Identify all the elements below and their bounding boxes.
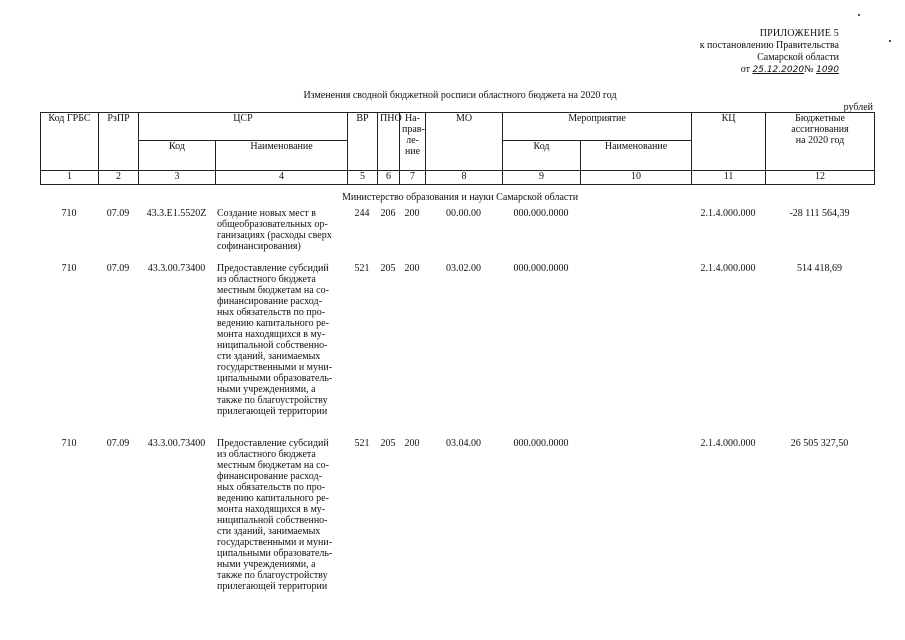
column-number: 8 (426, 171, 503, 185)
csr-name-line: Создание новых мест в (217, 208, 316, 219)
header-napr-line-4: ние (404, 146, 421, 157)
csr-name-line: местным бюджетам на со- (217, 460, 329, 471)
header-mer-kod: Код (503, 141, 581, 171)
header-mo: МО (426, 113, 503, 171)
header-napr-line-2: прав- (402, 124, 425, 135)
csr-name-line: сти зданий, занимаемых (217, 351, 321, 362)
csr-name-line: ных обязательств по про- (217, 482, 326, 493)
csr-name-cell (217, 208, 345, 252)
napravlenie-cell: 200 (404, 438, 420, 449)
csr-name-line: ципальными образователь- (217, 548, 333, 559)
csr-name-line: также по благоустройству (217, 395, 328, 406)
csr-name-line: Предоставление субсидий (217, 263, 329, 274)
handwritten-number: 1090 (816, 65, 839, 75)
kod-grbs-cell: 710 (61, 208, 77, 219)
header-meropriyatie: Мероприятие (503, 113, 692, 141)
column-number: 7 (400, 171, 426, 185)
meropriyatie-code-cell: 000.000.0000 (513, 263, 569, 274)
header-csr-kod: Код (139, 141, 216, 171)
units-label: рублей (843, 102, 873, 113)
vr-cell: 521 (354, 438, 370, 449)
csr-name-line: ниципальной собственно- (217, 515, 328, 526)
mo-cell: 00.00.00 (446, 208, 481, 219)
kc-cell: 2.1.4.000.000 (700, 438, 756, 449)
csr-name-line: ными учреждениями, а (217, 384, 316, 395)
header-budget-line-1: Бюджетные (795, 113, 845, 124)
pno-cell: 205 (380, 438, 396, 449)
napravlenie-cell: 200 (404, 208, 420, 219)
column-number: 1 (41, 171, 99, 185)
header-rzpr: РзПР (99, 113, 139, 171)
scan-dot (889, 40, 891, 42)
column-number: 5 (348, 171, 378, 185)
header-kc: КЦ (692, 113, 766, 171)
handwritten-date: 25.12.2020 (752, 65, 805, 75)
column-number: 11 (692, 171, 766, 185)
document-title: Изменения сводной бюджетной росписи областного бюджета на 2020 год (303, 90, 617, 101)
budget-amount-cell: -28 111 564,39 (789, 208, 850, 219)
header-kod-grbs: Код ГРБС (41, 113, 99, 171)
napravlenie-cell: 200 (404, 263, 420, 274)
csr-name-line: государственными и муни- (217, 362, 333, 373)
header-budget-line-3: на 2020 год (795, 135, 845, 146)
column-number: 2 (99, 171, 139, 185)
pno-cell: 206 (380, 208, 396, 219)
mo-cell: 03.04.00 (446, 438, 481, 449)
header-napr-line-3: ле- (406, 135, 419, 146)
csr-name-line: также по благоустройству (217, 570, 328, 581)
budget-amount-cell: 26 505 327,50 (790, 438, 849, 449)
header-budget (766, 113, 875, 171)
csr-name-line: сти зданий, занимаемых (217, 526, 321, 537)
column-number: 4 (216, 171, 348, 185)
csr-code-cell: 43.3.E1.5520Z (146, 208, 207, 219)
header-vr: ВР (348, 113, 378, 171)
scan-dot (858, 14, 860, 16)
meropriyatie-code-cell: 000.000.0000 (513, 438, 569, 449)
column-numbers-row (41, 171, 875, 185)
section-title: Министерство образования и науки Самарской области (341, 192, 579, 203)
column-number: 6 (378, 171, 400, 185)
column-number: 10 (581, 171, 692, 185)
csr-name-line: общеобразовательных ор- (217, 219, 328, 230)
header-mer-name: Наименование (581, 141, 692, 171)
csr-name-line: из областного бюджета (217, 449, 316, 460)
column-number: 12 (766, 171, 875, 185)
meropriyatie-code-cell: 000.000.0000 (513, 208, 569, 219)
csr-name-line: государственными и муни- (217, 537, 333, 548)
header-napravlenie (400, 113, 426, 171)
kc-cell: 2.1.4.000.000 (700, 208, 756, 219)
csr-name-line: ными учреждениями, а (217, 559, 316, 570)
csr-name-line: софинансирования) (217, 241, 301, 252)
kod-grbs-cell: 710 (61, 438, 77, 449)
csr-name-line: местным бюджетам на со- (217, 285, 329, 296)
rzpr-cell: 07.09 (106, 263, 130, 274)
appendix-line-2: Самарской области (757, 52, 839, 63)
csr-name-cell (217, 438, 345, 592)
rzpr-cell: 07.09 (106, 208, 130, 219)
csr-name-line: Предоставление субсидий (217, 438, 329, 449)
appendix-line-1: к постановлению Правительства (699, 40, 839, 51)
appendix-header (700, 28, 839, 76)
csr-name-line: прилегающей территории (217, 581, 328, 592)
csr-code-cell: 43.3.00.73400 (147, 438, 206, 449)
csr-name-line: монта находящихся в му- (217, 504, 326, 515)
header-csr-name: Наименование (216, 141, 348, 171)
csr-name-line: ганизациях (расходы сверх (217, 230, 332, 241)
csr-code-cell: 43.3.00.73400 (147, 263, 206, 274)
kod-grbs-cell: 710 (61, 263, 77, 274)
csr-name-line: ципальными образователь- (217, 373, 333, 384)
column-number: 3 (139, 171, 216, 185)
header-csr: ЦСР (139, 113, 348, 141)
appendix-date-line (700, 64, 839, 76)
csr-name-line: ных обязательств по про- (217, 307, 326, 318)
header-budget-line-2: ассигнования (791, 124, 849, 135)
column-number: 9 (503, 171, 581, 185)
csr-name-line: финансирование расход- (217, 471, 322, 482)
csr-name-line: ведению капитального ре- (217, 493, 329, 504)
csr-name-line: прилегающей территории (217, 406, 328, 417)
csr-name-line: из областного бюджета (217, 274, 316, 285)
date-prefix: от (740, 64, 751, 75)
vr-cell: 521 (354, 263, 370, 274)
budget-amount-cell: 514 418,69 (797, 263, 842, 274)
rzpr-cell: 07.09 (106, 438, 130, 449)
csr-name-line: монта находящихся в му- (217, 329, 326, 340)
number-prefix: № (804, 64, 814, 75)
csr-name-line: финансирование расход- (217, 296, 322, 307)
csr-name-line: ведению капитального ре- (217, 318, 329, 329)
mo-cell: 03.02.00 (446, 263, 481, 274)
vr-cell: 244 (354, 208, 370, 219)
header-napr-line-1: На- (405, 113, 421, 124)
csr-name-cell (217, 263, 345, 417)
pno-cell: 205 (380, 263, 396, 274)
kc-cell: 2.1.4.000.000 (700, 263, 756, 274)
csr-name-line: ниципальной собственно- (217, 340, 328, 351)
header-pno: ПНО (378, 113, 400, 171)
budget-table-header (40, 112, 875, 185)
appendix-title: ПРИЛОЖЕНИЕ 5 (759, 28, 839, 39)
